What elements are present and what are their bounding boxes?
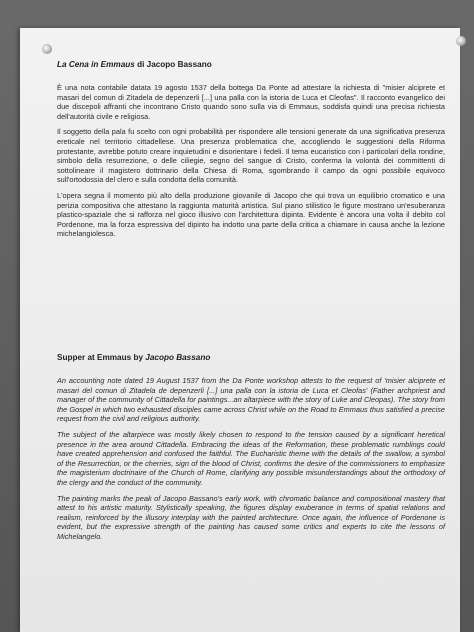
italian-paragraph-3: L'opera segna il momento più alto della produzione giovanile di Jacopo che qui trova un equilibrio cromatico e una perizia compositiva che attestano la raggiunta maturità artistica. Sul piano stilistico le figure mostrano un'esuberanza plastico-spaziale che si rafforza nel gioco illusivo con l'architettura dipinta. Evidente è ancora una volta il debito col Pordenone, ma la forza espressiva del dipinto ha indotto una parte della critica a chiamare in causa anche la lezione michelangiolesca. bbox=[57, 190, 445, 239]
italian-heading-title: La Cena in Emmaus bbox=[57, 60, 135, 69]
italian-paragraph-1: È una nota contabile datata 19 agosto 1537 della bottega Da Ponte ad attestare la richiesta di "misier alcipretе et masari del comun di Zitadela de depenzerli [...] una palla con la istoria de Luca et Cleofas". Il racconto evangelico dei due discepoli affranti che incontrano Cristo quando sono sulla via di Emmaus, soddisfa quindi una precisa richiesta dell'autorità civile e religiosa. bbox=[57, 83, 445, 121]
english-paragraph-2: The subject of the altarpiece was mostly likely chosen to respond to the tension caused by a significant heretical presence in the area around Cittadella. Embracing the ideas of the Reformation, these problematic rumblings could have created apprehension and confused the faithful. The Eucharistic theme with the details of the swallow, a symbol of the Resurrection, or the cherries, sign of the blood of Christ, confirms the desire of the commissioners to emphasize the magisterium doctrinaire of the Church of Rome, clarifying any possible misunderstandings about the orthodoxy of the clergy and the conduct of the community. bbox=[57, 429, 445, 487]
english-paragraph-1: An accounting note dated 19 August 1537 from the Da Ponte workshop attests to the request of 'misier alciprete et masari del comun di Zitadela de depenzerli [...] una palla con la istoria de Luca et Cleofas' (Father archpriest and manager of the community of Cittadella for paintings...an altarpiece with the story of Luke and Cleopas). The story from the Gospel in which two exhausted disciples came across Christ while on the Road to Emmaus thus satisfied a precise request from the civil and religious authority. bbox=[57, 376, 445, 424]
screw-icon bbox=[456, 36, 466, 46]
italian-heading bbox=[57, 60, 445, 69]
screw-icon bbox=[42, 44, 52, 54]
english-heading-suffix: Jacopo Bassano bbox=[145, 353, 211, 362]
english-paragraph-3: The painting marks the peak of Jacopo Bassano's early work, with chromatic balance and compositional mastery that attest to his artistic maturity. Stylistically speaking, the figures display exuberance in terms of spatial relations and realism, reinforced by the illusory interplay with the painted architecture. Once again, the influence of Pordenone is evident, but the expressive strength of the painting has caused some critics and experts to cite the lessons of Michelangelo. bbox=[57, 493, 445, 541]
italian-text-block bbox=[57, 60, 445, 245]
english-text-block bbox=[57, 353, 445, 548]
italian-paragraph-2: Il soggetto della pala fu scelto con ogni probabilità per rispondere alle tensioni generate da una significativa presenza ereticale nel territorio cittadellese. Una presenza problematica che, accogliendo le suggestioni della Riforma protestante, avrebbe potuto creare inquietudini e disorientare i fedeli. Il tema eucaristico con i particolari della rondine, simbolo della resurrezione, o delle ciliegie, segno del sangue di Cristo, conferma la volontà dei committenti di sottolineare il magistero dottrinario della Chiesa di Roma, sgombrando il campo da ogni possibile equivoco sull'ortodossia del clero e sulla condotta della comunità. bbox=[57, 127, 445, 185]
english-heading-title: Supper at Emmaus by bbox=[57, 353, 146, 362]
italian-heading-suffix: di Jacopo Bassano bbox=[134, 60, 212, 69]
english-heading bbox=[57, 353, 445, 362]
